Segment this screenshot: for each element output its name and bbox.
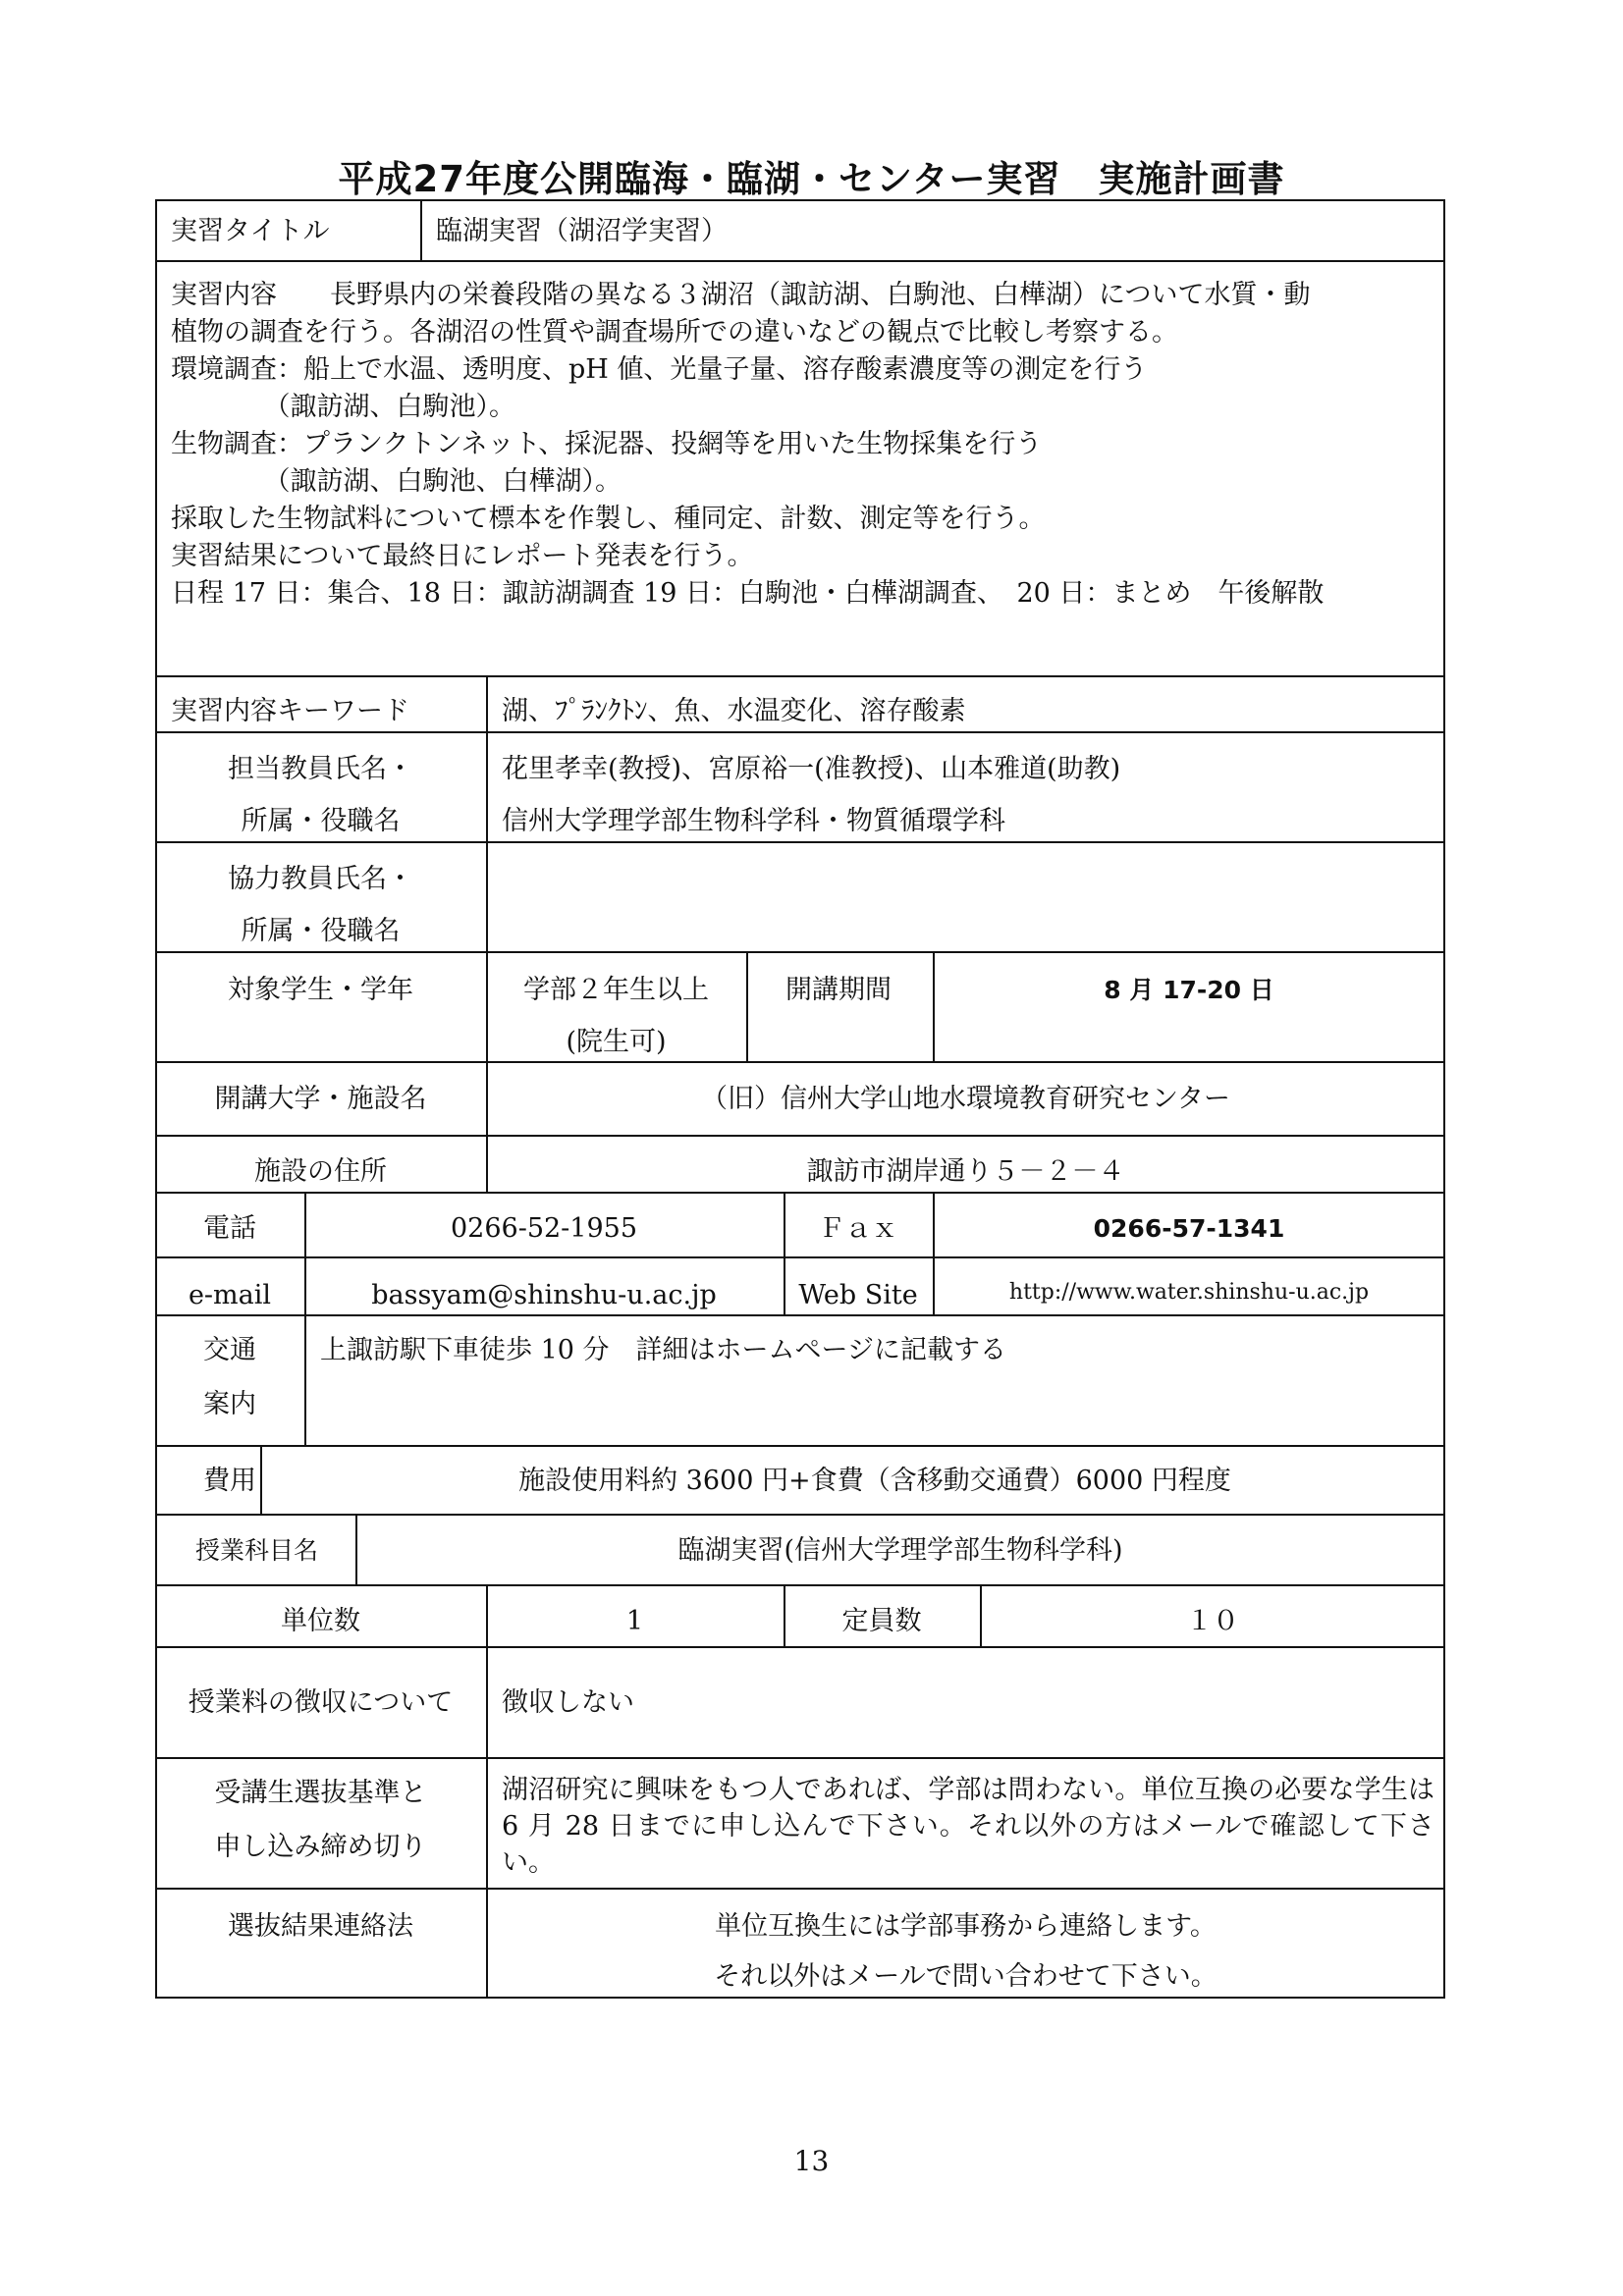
selection-value: 湖沼研究に興味をもつ人であれば、学部は問わない。単位互換の必要な学生は 6 月 28 日までに申し込んで下さい。それ以外の方はメールで確認して下さい。 xyxy=(502,1775,1434,1878)
access-label: 交通 xyxy=(203,1335,256,1365)
col-divider xyxy=(420,199,422,260)
row-divider xyxy=(155,1314,1445,1316)
content-text xyxy=(171,277,1324,613)
instructors-label-2: 所属・役職名 xyxy=(241,806,401,836)
access-value: 上諏訪駅下車徒歩 10 分 詳細はホームページに記載する xyxy=(320,1335,1006,1365)
content-line: 実習結果について最終日にレポート発表を行う。 xyxy=(171,541,754,571)
tuition-label: 授業料の徴収について xyxy=(188,1687,454,1718)
row-divider xyxy=(155,731,1445,733)
course-title-value: 臨湖実習（湖沼学実習） xyxy=(436,216,728,246)
keywords-label: 実習内容キーワード xyxy=(171,696,409,726)
content-line: 植物の調査を行う。各湖沼の性質や調査場所での違いなどの観点で比較し考察する。 xyxy=(171,317,1178,347)
target-label: 対象学生・学年 xyxy=(228,975,413,1005)
keywords-value: 湖、ﾌﾟﾗﾝｸﾄﾝ、魚、水温変化、溶存酸素 xyxy=(502,696,966,726)
row-divider xyxy=(155,675,1445,677)
content-line: 生物調査：プランクトンネット、採泥器、投網等を用いた生物採集を行う xyxy=(171,429,1043,459)
row-divider xyxy=(155,260,1445,262)
web-site-link[interactable]: http://www.water.shinshu-u.ac.jp xyxy=(1008,1280,1370,1305)
credits-value: 1 xyxy=(625,1606,644,1636)
content-line: 環境調査：船上で水温、透明度、pH 値、光量子量、溶存酸素濃度等の測定を行う xyxy=(171,354,1148,385)
period-value: 8 月 17-20 日 xyxy=(1104,976,1274,1004)
col-divider xyxy=(746,951,748,1061)
fax-label: Ｆａｘ xyxy=(818,1213,898,1244)
instructors-affiliation: 信州大学理学部生物科学科・物質循環学科 xyxy=(502,806,1005,836)
row-divider xyxy=(155,1445,1445,1447)
facility-label: 開講大学・施設名 xyxy=(214,1084,427,1114)
row-divider xyxy=(155,1256,1445,1258)
content-line: 実習内容 長野県内の栄養段階の異なる３湖沼（諏訪湖、白駒池、白樺湖）について水質・動 xyxy=(171,280,1311,310)
course-title-label: 実習タイトル xyxy=(171,216,330,246)
web-site-label: Web Site xyxy=(798,1280,918,1310)
target-grade: 学部２年生以上 xyxy=(523,975,709,1005)
row-divider xyxy=(155,1192,1445,1194)
cost-label: 費用 xyxy=(203,1466,256,1496)
target-grade-note: (院生可) xyxy=(566,1027,667,1057)
credits-label: 単位数 xyxy=(281,1606,360,1636)
tuition-value: 徴収しない xyxy=(502,1687,634,1718)
content-line: 採取した生物試料について標本を作製し、種同定、計数、測定等を行う。 xyxy=(171,504,1046,534)
phone-value: 0266-52-1955 xyxy=(450,1213,638,1244)
capacity-label: 定員数 xyxy=(841,1606,922,1636)
result-contact-line-1: 単位互換生には学部事務から連絡します。 xyxy=(715,1911,1217,1942)
row-divider xyxy=(155,1757,1445,1759)
subject-value: 臨湖実習(信州大学理学部生物科学科) xyxy=(677,1535,1123,1566)
row-divider xyxy=(155,841,1445,843)
email-value[interactable]: bassyam@shinshu-u.ac.jp xyxy=(371,1280,717,1310)
result-contact-line-2: それ以外はメールで問い合わせて下さい。 xyxy=(714,1961,1217,1992)
content-line: （諏訪湖、白駒池）。 xyxy=(171,392,515,422)
content-line: 日程 17 日：集合、18 日：諏訪湖調査 19 日：白駒池・白樺湖調査、 20 日：まとめ 午後解散 xyxy=(171,578,1325,609)
capacity-value: １０ xyxy=(1186,1606,1239,1636)
row-divider xyxy=(155,1061,1445,1063)
row-divider xyxy=(155,1135,1445,1137)
col-divider xyxy=(486,675,488,1135)
row-divider xyxy=(155,1646,1445,1648)
page-number: 13 xyxy=(793,2145,830,2177)
phone-label: 電話 xyxy=(203,1213,256,1244)
address-value: 諏訪市湖岸通り５－２－４ xyxy=(806,1156,1125,1187)
cooperating-label-2: 所属・役職名 xyxy=(241,916,401,946)
row-divider xyxy=(155,1888,1445,1890)
cooperating-label: 協力教員氏名・ xyxy=(228,864,413,894)
email-label: e-mail xyxy=(188,1280,272,1310)
access-label-2: 案内 xyxy=(203,1389,256,1419)
fax-value: 0266-57-1341 xyxy=(1093,1214,1285,1243)
document-title: 平成27年度公開臨海・臨湖・センター実習 実施計画書 xyxy=(338,158,1285,200)
selection-label-2: 申し込み締め切り xyxy=(214,1832,427,1862)
content-line: （諏訪湖、白駒池、白樺湖）。 xyxy=(171,466,622,497)
row-divider xyxy=(155,1514,1445,1516)
row-divider xyxy=(155,951,1445,953)
address-label: 施設の住所 xyxy=(254,1156,387,1187)
facility-value: （旧）信州大学山地水環境教育研究センター xyxy=(701,1084,1230,1114)
cost-value: 施設使用料約 3600 円+食費（含移動交通費）6000 円程度 xyxy=(518,1466,1231,1496)
result-contact-label: 選抜結果連絡法 xyxy=(228,1911,413,1942)
row-divider xyxy=(155,1584,1445,1586)
instructors-names: 花里孝幸(教授)、宮原裕一(准教授)、山本雅道(助教) xyxy=(502,754,1121,784)
selection-label: 受講生選抜基準と xyxy=(214,1778,427,1808)
instructors-label: 担当教員氏名・ xyxy=(228,754,413,784)
subject-label: 授業科目名 xyxy=(194,1536,318,1565)
period-label: 開講期間 xyxy=(785,975,892,1005)
